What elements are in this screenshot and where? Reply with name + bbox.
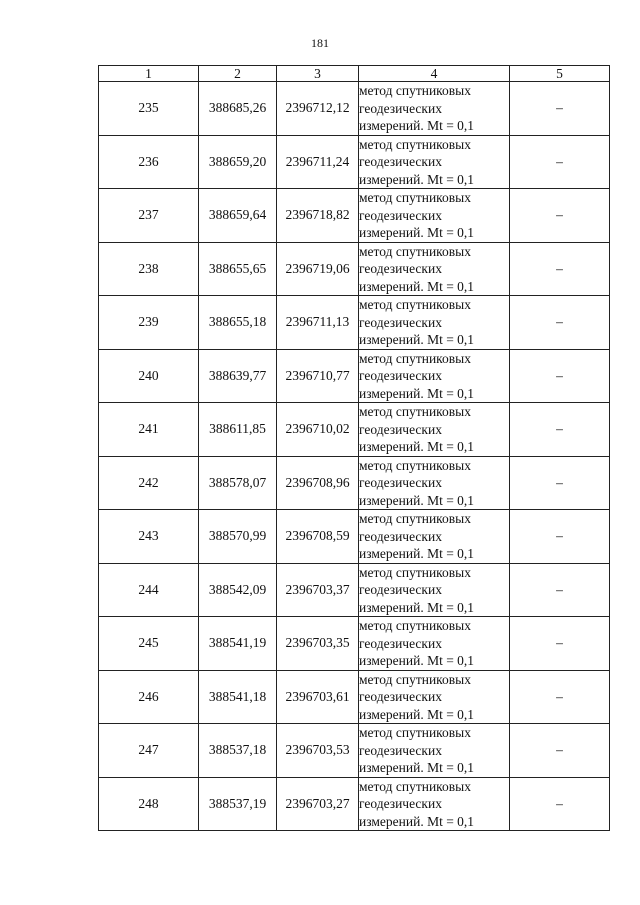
- point-number: 239: [99, 296, 199, 350]
- method-description: [359, 296, 510, 350]
- x-coordinate: 388639,77: [199, 349, 277, 403]
- y-coordinate: 2396710,02: [277, 403, 359, 457]
- x-coordinate: 388659,20: [199, 135, 277, 189]
- point-number: 243: [99, 510, 199, 564]
- x-coordinate: 388685,26: [199, 82, 277, 136]
- header-col-5: 5: [510, 66, 610, 82]
- empty-value-dash: –: [510, 82, 610, 136]
- method-description: [359, 242, 510, 296]
- x-coordinate: 388655,65: [199, 242, 277, 296]
- method-line-1: метод спутниковых: [359, 243, 471, 259]
- method-line-3: измерений. Mt = 0,1: [359, 118, 475, 133]
- table-row: [99, 510, 610, 564]
- point-number: 237: [99, 189, 199, 243]
- method-description: [359, 456, 510, 510]
- y-coordinate: 2396719,06: [277, 242, 359, 296]
- method-line-2: геодезических: [359, 314, 442, 330]
- method-line-3: измерений. Mt = 0,1: [359, 171, 475, 187]
- empty-value-dash: –: [510, 403, 610, 457]
- table-row: [99, 242, 610, 296]
- x-coordinate: 388537,19: [199, 777, 277, 831]
- y-coordinate: 2396710,77: [277, 349, 359, 403]
- y-coordinate: 2396718,82: [277, 189, 359, 243]
- header-col-3: 3: [277, 66, 359, 82]
- method-description: [359, 82, 510, 136]
- method-line-2: геодезических: [359, 261, 442, 276]
- table-row: [99, 349, 610, 403]
- empty-value-dash: –: [510, 349, 610, 403]
- table-row: [99, 777, 610, 831]
- point-number: 246: [99, 670, 199, 724]
- method-line-3: измерений. Mt = 0,1: [359, 546, 475, 561]
- header-col-4: 4: [359, 66, 510, 82]
- point-number: 235: [99, 82, 199, 136]
- point-number: 244: [99, 563, 199, 617]
- point-number: 245: [99, 617, 199, 671]
- method-line-3: измерений. Mt = 0,1: [359, 385, 475, 401]
- x-coordinate: 388537,18: [199, 724, 277, 778]
- empty-value-dash: –: [510, 296, 610, 350]
- table-row: [99, 403, 610, 457]
- empty-value-dash: –: [510, 242, 610, 296]
- table-header-row: [99, 66, 610, 82]
- empty-value-dash: –: [510, 456, 610, 510]
- empty-value-dash: –: [510, 777, 610, 831]
- method-line-2: геодезических: [359, 207, 442, 223]
- point-number: 238: [99, 242, 199, 296]
- table-row: [99, 670, 610, 724]
- method-line-2: геодезических: [359, 368, 442, 383]
- table-body: [99, 82, 610, 831]
- x-coordinate: 388578,07: [199, 456, 277, 510]
- method-line-3: измерений. Mt = 0,1: [359, 492, 475, 508]
- y-coordinate: 2396703,53: [277, 724, 359, 778]
- method-description: [359, 189, 510, 243]
- point-number: 236: [99, 135, 199, 189]
- method-line-1: метод спутниковых: [359, 564, 471, 580]
- y-coordinate: 2396703,27: [277, 777, 359, 831]
- y-coordinate: 2396708,96: [277, 456, 359, 510]
- empty-value-dash: –: [510, 724, 610, 778]
- x-coordinate: 388611,85: [199, 403, 277, 457]
- x-coordinate: 388655,18: [199, 296, 277, 350]
- method-description: [359, 349, 510, 403]
- method-line-3: измерений. Mt = 0,1: [359, 706, 475, 722]
- empty-value-dash: –: [510, 563, 610, 617]
- page-number: 181: [311, 36, 329, 50]
- method-description: [359, 135, 510, 189]
- method-line-1: метод спутниковых: [359, 404, 471, 419]
- method-line-3: измерений. Mt = 0,1: [359, 225, 475, 240]
- y-coordinate: 2396703,35: [277, 617, 359, 671]
- method-description: [359, 563, 510, 617]
- table-row: [99, 82, 610, 136]
- method-line-1: метод спутниковых: [359, 83, 471, 98]
- table-row: [99, 563, 610, 617]
- coordinates-table: [98, 65, 610, 831]
- empty-value-dash: –: [510, 617, 610, 671]
- method-line-2: геодезических: [359, 689, 442, 704]
- x-coordinate: 388659,64: [199, 189, 277, 243]
- method-line-1: метод спутниковых: [359, 457, 471, 473]
- empty-value-dash: –: [510, 135, 610, 189]
- method-line-3: измерений. Mt = 0,1: [359, 760, 475, 775]
- method-line-2: геодезических: [359, 635, 442, 651]
- y-coordinate: 2396711,24: [277, 135, 359, 189]
- table-row: [99, 456, 610, 510]
- x-coordinate: 388542,09: [199, 563, 277, 617]
- method-line-1: метод спутниковых: [359, 511, 471, 526]
- method-description: [359, 403, 510, 457]
- x-coordinate: 388541,19: [199, 617, 277, 671]
- method-line-2: геодезических: [359, 100, 442, 116]
- method-line-2: геодезических: [359, 528, 442, 544]
- header-col-1: 1: [99, 66, 199, 82]
- table-row: [99, 296, 610, 350]
- point-number: 248: [99, 777, 199, 831]
- method-line-1: метод спутниковых: [359, 618, 471, 633]
- empty-value-dash: –: [510, 670, 610, 724]
- method-line-3: измерений. Mt = 0,1: [359, 332, 475, 347]
- table-row: [99, 724, 610, 778]
- x-coordinate: 388570,99: [199, 510, 277, 564]
- point-number: 242: [99, 456, 199, 510]
- y-coordinate: 2396703,61: [277, 670, 359, 724]
- empty-value-dash: –: [510, 189, 610, 243]
- method-line-1: метод спутниковых: [359, 297, 471, 312]
- method-line-3: измерений. Mt = 0,1: [359, 439, 475, 454]
- method-line-1: метод спутниковых: [359, 190, 471, 205]
- empty-value-dash: –: [510, 510, 610, 564]
- method-line-1: метод спутниковых: [359, 725, 471, 740]
- method-line-3: измерений. Mt = 0,1: [359, 813, 475, 829]
- y-coordinate: 2396711,13: [277, 296, 359, 350]
- method-line-1: метод спутниковых: [359, 671, 471, 687]
- method-description: [359, 510, 510, 564]
- y-coordinate: 2396703,37: [277, 563, 359, 617]
- point-number: 247: [99, 724, 199, 778]
- y-coordinate: 2396708,59: [277, 510, 359, 564]
- x-coordinate: 388541,18: [199, 670, 277, 724]
- method-line-3: измерений. Mt = 0,1: [359, 653, 475, 668]
- method-line-3: измерений. Mt = 0,1: [359, 278, 475, 294]
- method-description: [359, 777, 510, 831]
- method-line-1: метод спутниковых: [359, 350, 471, 366]
- method-line-2: геодезических: [359, 475, 442, 490]
- table-row: [99, 135, 610, 189]
- method-description: [359, 670, 510, 724]
- table-row: [99, 617, 610, 671]
- method-description: [359, 617, 510, 671]
- table-row: [99, 189, 610, 243]
- point-number: 240: [99, 349, 199, 403]
- method-line-3: измерений. Mt = 0,1: [359, 599, 475, 615]
- method-line-2: геодезических: [359, 421, 442, 437]
- y-coordinate: 2396712,12: [277, 82, 359, 136]
- method-line-2: геодезических: [359, 154, 442, 169]
- point-number: 241: [99, 403, 199, 457]
- method-line-1: метод спутниковых: [359, 136, 471, 152]
- method-line-2: геодезических: [359, 582, 442, 597]
- header-col-2: 2: [199, 66, 277, 82]
- method-line-2: геодезических: [359, 742, 442, 758]
- method-line-2: геодезических: [359, 796, 442, 811]
- method-line-1: метод спутниковых: [359, 778, 471, 794]
- method-description: [359, 724, 510, 778]
